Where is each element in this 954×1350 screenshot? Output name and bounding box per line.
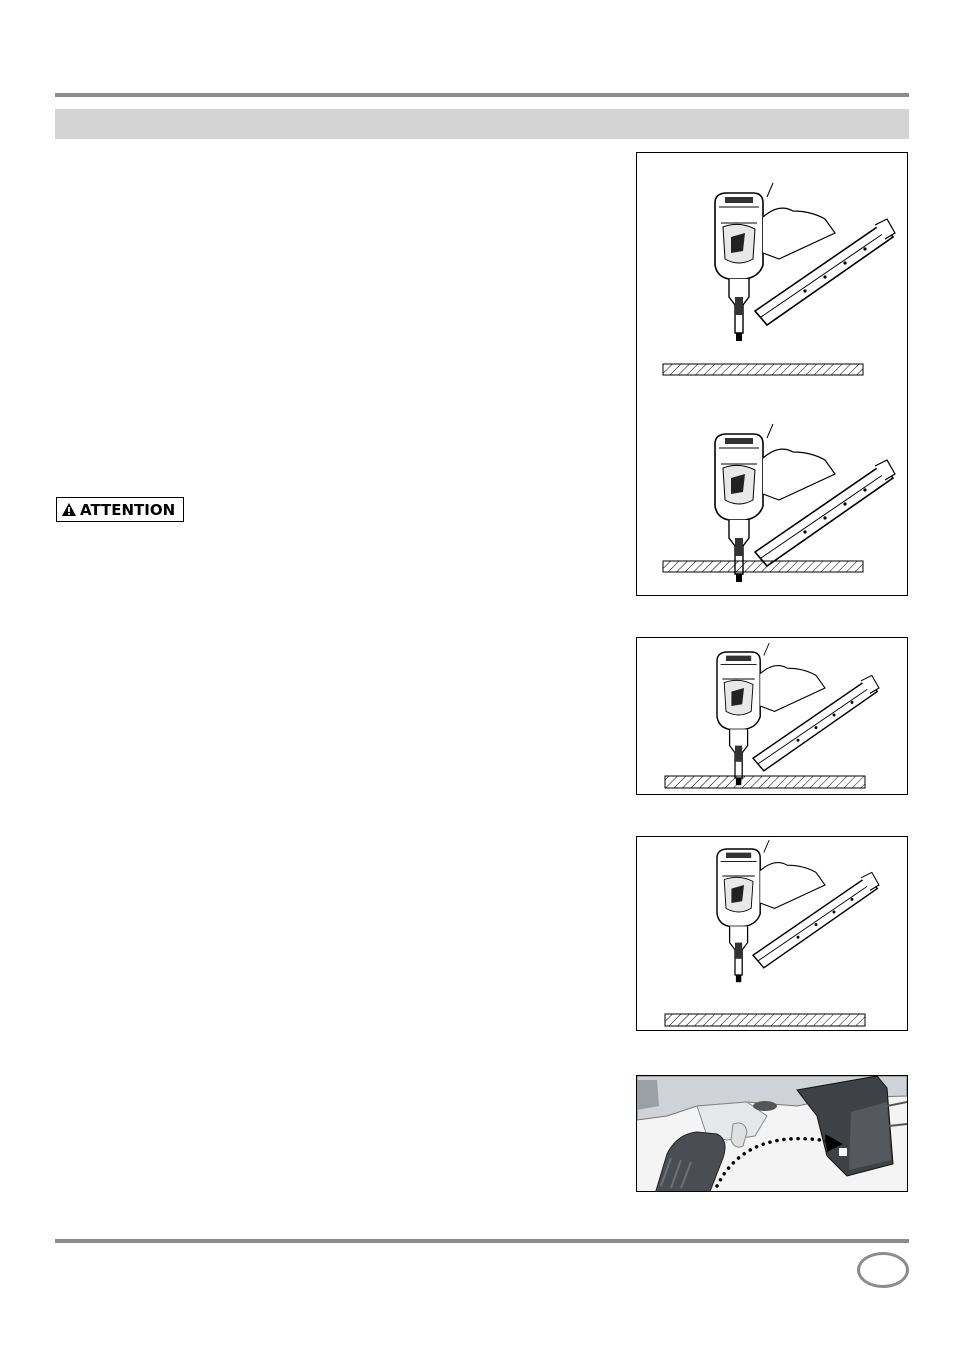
warning-triangle-icon xyxy=(61,502,77,517)
workpiece-board xyxy=(665,776,865,788)
nailer-illustration-upper xyxy=(715,183,895,341)
workpiece-board xyxy=(665,1014,865,1026)
figure-nailer-positions xyxy=(636,152,908,596)
nailer-illustration-lower xyxy=(715,424,895,582)
header-rule xyxy=(55,93,909,97)
figure-nailer-lifted xyxy=(636,836,908,1031)
figure-depth-adjust-detail xyxy=(636,1075,908,1192)
nailer-illustration xyxy=(717,643,879,785)
page-language-badge xyxy=(857,1252,909,1288)
footer-rule xyxy=(55,1239,909,1243)
section-title-band xyxy=(55,109,909,139)
nailer-illustration xyxy=(717,840,879,982)
figure-nailer-on-workpiece xyxy=(636,637,908,795)
attention-text: ATTENTION xyxy=(80,500,176,519)
workpiece-board-lower xyxy=(663,561,863,572)
attention-warning-label xyxy=(56,497,184,522)
workpiece-board-upper xyxy=(663,364,863,375)
